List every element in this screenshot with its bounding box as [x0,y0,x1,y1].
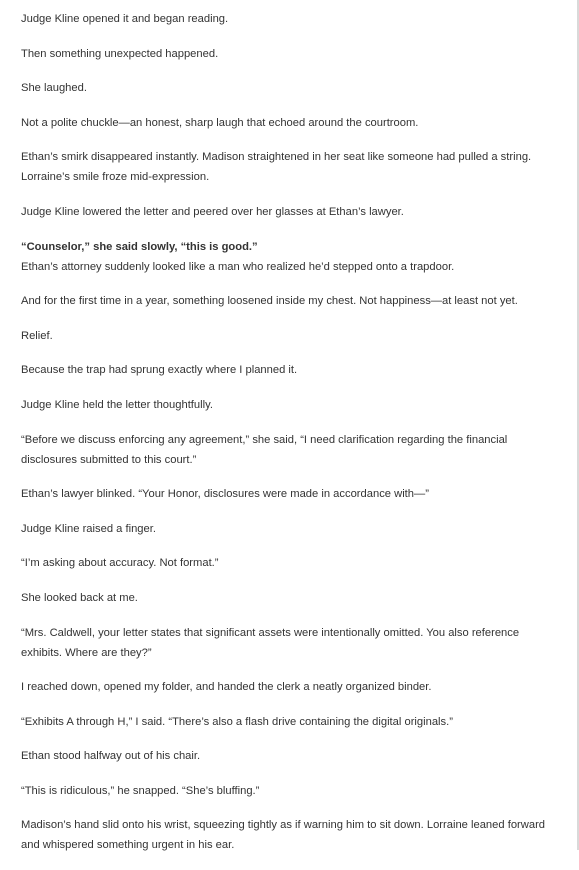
paragraph-1: Judge Kline opened it and began reading. [21,13,229,25]
paragraph-21: Ethan stood halfway out of his chair. [21,750,201,763]
paragraph-2: Then something unexpected happened. [21,47,219,60]
paragraph-4: Not a polite chuckle—an honest, sharp laugh that echoed around the courtroom. [21,116,419,129]
paragraph-13: “Before we discuss enforcing any agreement,” she said, “I need clarification regarding the financial disclosures submitted to this court.” [21,433,508,466]
paragraph-15: Judge Kline raised a finger. [21,522,156,535]
paragraph-3: She laughed. [21,82,87,95]
paragraph-22: “This is ridiculous,” he snapped. “She’s bluffing.” [21,784,260,797]
paragraph-5: Ethan’s smirk disappeared instantly. Madison straightened in her seat like someone had pulled a string. Lorraine’s smile froze mid-expression. [21,151,532,184]
paragraph-11: Because the trap had sprung exactly where I planned it. [21,364,298,377]
paragraph-10: Relief. [21,329,53,342]
paragraph-9: And for the first time in a year, something loosened inside my chest. Not happiness—at least not yet. [21,295,518,308]
story-text [21,9,551,870]
paragraph-20: “Exhibits A through H,” I said. “There’s also a flash drive containing the digital originals.” [21,715,453,728]
paragraph-14: Ethan’s lawyer blinked. “Your Honor, disclosures were made in accordance with—” [21,488,429,501]
paragraph-6: Judge Kline lowered the letter and peered over her glasses at Ethan’s lawyer. [21,205,404,218]
paragraph-12: Judge Kline held the letter thoughtfully. [21,398,213,411]
paragraph-7-bold-quote: “Counselor,” she said slowly, “this is good.” [21,240,258,253]
paragraph-8: Ethan’s attorney suddenly looked like a man who realized he’d stepped onto a trapdoor. [21,260,455,273]
paragraph-23: Madison’s hand slid onto his wrist, squeezing tightly as if warning him to sit down. Lorraine leaned forward and whispered something urgent in his ear. [21,819,546,852]
paragraph-16: “I’m asking about accuracy. Not format.” [21,557,219,570]
paragraph-19: I reached down, opened my folder, and handed the clerk a neatly organized binder. [21,681,432,694]
paragraph-17: She looked back at me. [21,591,138,604]
paragraph-18: “Mrs. Caldwell, your letter states that significant assets were intentionally omitted. You also reference exhibits. Where are they?” [21,626,520,659]
